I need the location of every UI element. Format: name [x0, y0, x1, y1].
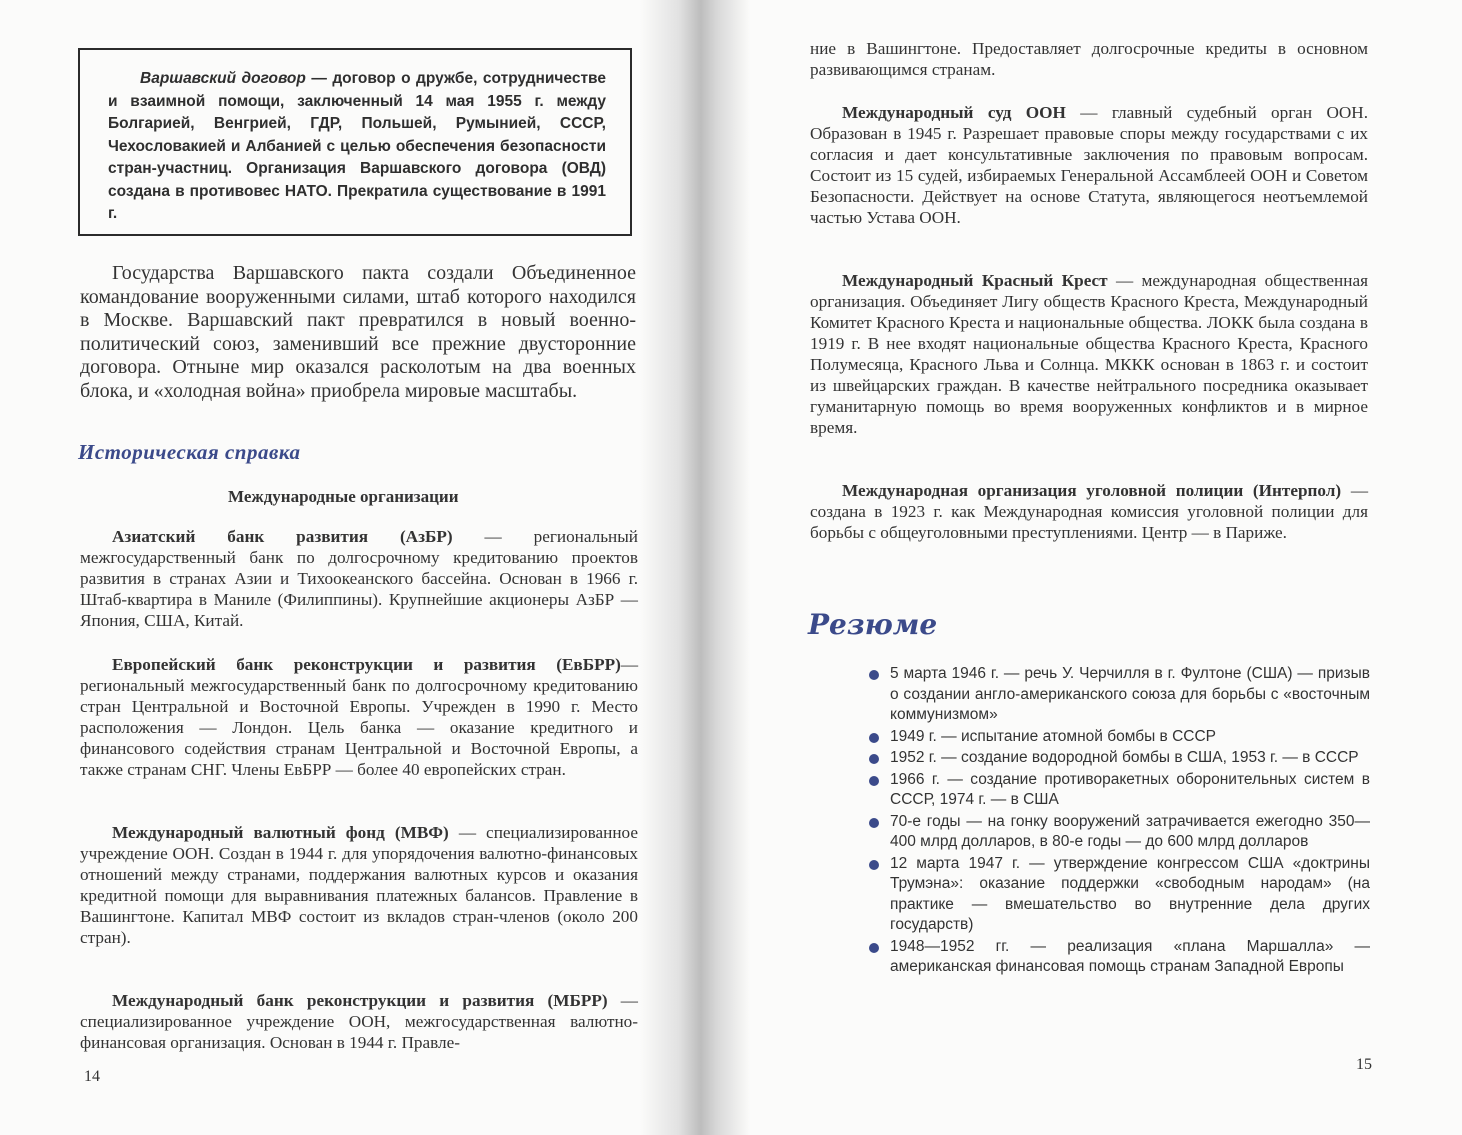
subsection-title: Международные организации — [228, 487, 459, 506]
bullet-icon — [869, 776, 879, 786]
entry-term: Международная организация уголовной полиции (Интерпол) — [842, 481, 1342, 500]
page-number-right: 15 — [1356, 1056, 1372, 1073]
summary-item-text: 1966 г. — создание противоракетных оборонительных систем в СССР, 1974 г. — в США — [890, 770, 1370, 808]
entry-term: Азиатский банк развития (АзБР) — [112, 527, 453, 546]
summary-title: Резюме — [808, 608, 938, 641]
summary-item — [868, 854, 1370, 936]
entry-term: Международный банк реконструкции и развития (МБРР) — [112, 991, 608, 1010]
summary-item-text: 1949 г. — испытание атомной бомбы в СССР — [890, 727, 1216, 745]
definition-term: Варшавский договор — [140, 70, 306, 87]
entry-interpol — [810, 480, 1368, 543]
entry-term: Международный валютный фонд (МВФ) — [112, 823, 449, 842]
summary-item — [868, 770, 1370, 811]
book-gutter — [640, 0, 750, 1135]
entry-text: — специализированное учреждение ООН, межгосударственная валютно-финансовая организация. Основан в 1944 г. Правле- — [80, 991, 638, 1052]
entry-text: — региональный межгосударственный банк по долгосрочному кредитованию проектов развития в странах Азии и Тихоокеанского бассейна. Основан в 1966 г. Штаб-квартира в Маниле (Филиппины). Крупнейшие акционеры АзБР — Япония, США, Китай. — [80, 527, 638, 630]
entry-ibrd — [80, 990, 638, 1053]
entry-text: — специализированное учреждение ООН. Создан в 1944 г. для упорядочения валютно-финансовых отношений между странами, поддержания валютных курсов и оказания кредитной помощи для выравнивания платежных балансов. Правление в Вашингтоне. Капитал МВФ состоит из вкладов стран-членов (около 200 стран). — [80, 823, 638, 947]
bullet-icon — [869, 943, 879, 953]
summary-item-text: 70-е годы — на гонку вооружений затрачивается ежегодно 350—400 млрд долларов, в 80-е годы — до 600 млрд долларов — [890, 812, 1370, 850]
summary-list — [868, 664, 1370, 979]
entry-ebrd — [80, 654, 638, 780]
entry-text: — главный судебный орган ООН. Образован в 1945 г. Разрешает правовые споры между государствами с их согласия и дает консультативные заключения по правовым вопросам. Состоит из 15 судей, избираемых Генеральной Ассамблеей ООН и Советом Безопасности. Действует на основе Статута, являющегося неотъемлемой частью Устава ООН. — [810, 103, 1368, 227]
summary-item — [868, 664, 1370, 726]
entry-text: — международная общественная организация. Объединяет Лигу обществ Красного Креста, Международный Комитет Красного Креста и национальные общества. ЛОКК была создана в 1919 г. В нее входят национальные общества Красного Креста, Красного Полумесяца, Красного Льва и Солнца. МККК основан в 1863 г. и состоит из швейцарских граждан. В качестве нейтрального посредника оказывает гуманитарную помощь во время вооруженных конфликтов и в мирное время. — [810, 271, 1368, 437]
entry-asian-bank — [80, 526, 638, 631]
summary-item-text: 1952 г. — создание водородной бомбы в США, 1953 г. — в СССР — [890, 749, 1359, 766]
summary-item-text: 12 марта 1947 г. — утверждение конгрессом США «доктрины Трумэна»: оказание поддержки «свободным народам» (на практике — вмешательство во внутренние дела других государств) — [890, 854, 1370, 933]
summary-item-text: 1948—1952 гг. — реализация «плана Маршалла» — американская финансовая помощь странам Западной Европы — [890, 937, 1370, 975]
main-paragraph: Государства Варшавского пакта создали Объединенное командование вооруженными силами, штаб которого находился в Москве. Варшавский пакт превратился в новый военно-политический союз, заменивший все прежние двусторонние договора. Отныне мир оказался расколотым на два военных блока, и «холодная война» приобрела мировые масштабы. — [80, 262, 636, 402]
summary-item — [868, 937, 1370, 978]
summary-item — [868, 727, 1370, 748]
summary-item — [868, 812, 1370, 853]
entry-term: Европейский банк реконструкции и развития (ЕвБРР) — [112, 655, 621, 674]
definition-text: — договор о дружбе, сотрудничестве и взаимной помощи, заключенный 14 мая 1955 г. между Болгарией, Венгрией, ГДР, Польшей, Румынией, СССР, Чехословакией и Албанией с целью обеспечения безопасности стран-участниц. Организация Варшавского договора (ОВД) создана в противовес НАТО. Прекратила существование в 1991 г. — [108, 70, 607, 222]
continuation-paragraph: ние в Вашингтоне. Предоставляет долгосрочные кредиты в основном развивающимся странам. — [810, 39, 1368, 79]
entry-red-cross — [810, 270, 1368, 438]
bullet-icon — [869, 860, 879, 870]
section-title: Историческая справка — [78, 440, 301, 464]
entry-text: — создана в 1923 г. как Международная комиссия уголовной полиции для борьбы с общеуголовными преступлениями. Центр — в Париже. — [810, 481, 1368, 542]
page-number-left: 14 — [84, 1068, 100, 1085]
entry-imf — [80, 822, 638, 948]
bullet-icon — [869, 754, 879, 764]
summary-item — [868, 748, 1370, 769]
bullet-icon — [869, 670, 879, 680]
entry-term: Международный суд ООН — [842, 103, 1066, 122]
definition-box — [78, 48, 632, 236]
entry-term: Международный Красный Крест — [842, 271, 1108, 290]
bullet-icon — [869, 733, 879, 743]
summary-item-text: 5 марта 1946 г. — речь У. Черчилля в г. Фултоне (США) — призыв о создании англо-американского союза для борьбы с «восточным коммунизмом» — [890, 665, 1370, 723]
bullet-icon — [869, 818, 879, 828]
entry-text: — региональный межгосударственный банк по долгосрочному кредитованию стран Центральной и Восточной Европы. Учрежден в 1990 г. Место расположения — Лондон. Цель банка — оказание кредитного и финансового содействия странам Центральной и Восточной Европы, а также странам СНГ. Члены ЕвБРР — более 40 европейских стран. — [80, 655, 638, 779]
entry-un-court — [810, 102, 1368, 228]
